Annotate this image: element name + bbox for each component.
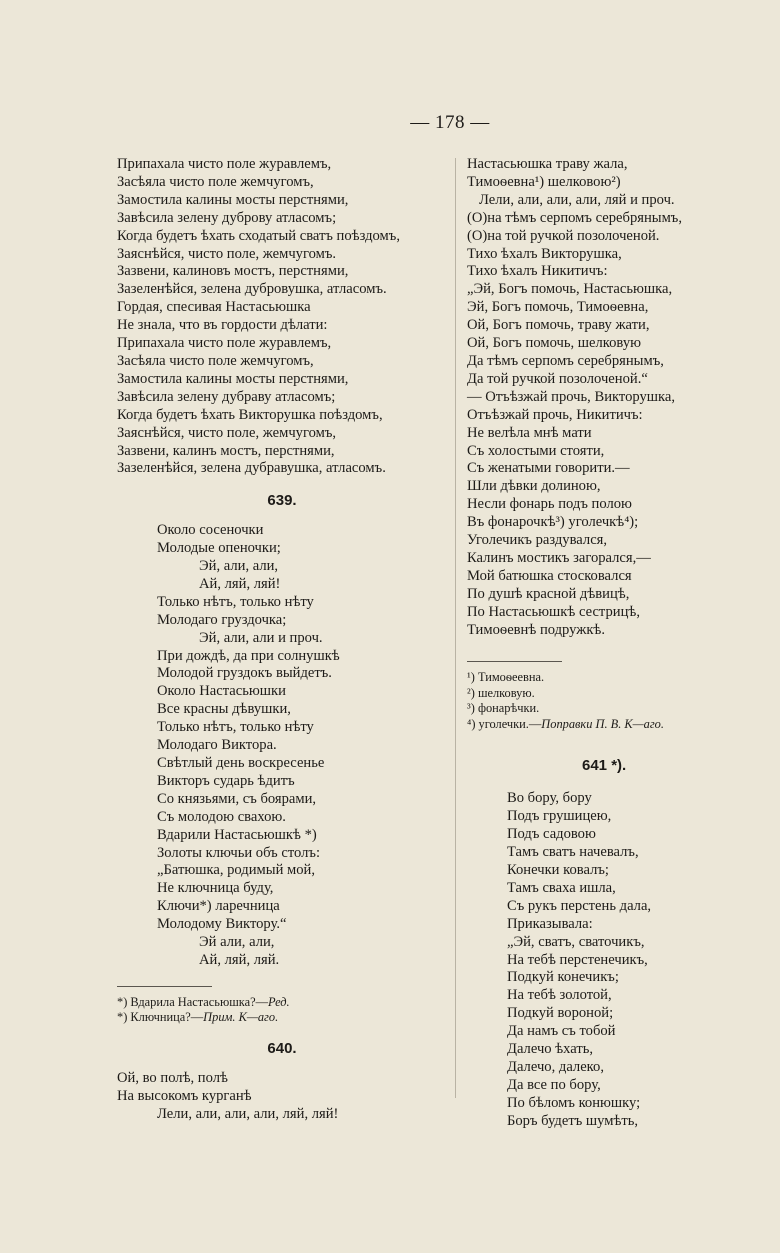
verse-line: На тебѣ перстенечикъ, bbox=[507, 951, 648, 968]
verse-line: Когда будетъ ѣхать Викторушка поѣздомъ, bbox=[117, 406, 383, 423]
verse-line: Не ключница буду, bbox=[157, 880, 274, 897]
verse-line: Съ рукъ перстень дала, bbox=[507, 897, 652, 914]
footnote-rule bbox=[117, 986, 212, 987]
left-verse-block bbox=[117, 156, 447, 478]
verse-line: Замостила калины мосты перстнями, bbox=[117, 191, 349, 208]
refrain-line: Эй, али, али, bbox=[199, 558, 279, 575]
verse-line: Несли фонарь подъ полою bbox=[467, 496, 632, 513]
footnote: ⁴) уголечки.—Поправки П. В. К—аго. bbox=[467, 716, 664, 731]
footnote: *) Вдарила Настасьюшка?—Ред. bbox=[117, 994, 290, 1009]
verse-line: Во бору, бору bbox=[507, 790, 592, 807]
page-number: — 178 — bbox=[410, 112, 490, 133]
verse-line: Когда будетъ ѣхать сходатый сватъ поѣздомъ, bbox=[117, 227, 400, 244]
verse-line: Молодаго груздочка; bbox=[157, 611, 287, 628]
refrain-line: Лели, али, али, али, ляй, ляй! bbox=[157, 1105, 339, 1122]
verse-line: Ключи*) ларечница bbox=[157, 898, 280, 915]
verse-line: По душѣ красной дѣвицѣ, bbox=[467, 585, 630, 602]
verse-line: Припахала чисто поле журавлемъ, bbox=[117, 335, 332, 352]
verse-line: Конечки ковалъ; bbox=[507, 862, 609, 878]
verse-line: — Отъѣзжай прочь, Викторушка, bbox=[467, 388, 676, 405]
verse-line: Тамъ сватъ начевалъ, bbox=[507, 844, 639, 861]
song-639 bbox=[117, 522, 447, 970]
verse-line: Да все по бору, bbox=[507, 1076, 601, 1093]
footnotes-639 bbox=[117, 995, 447, 1026]
verse-line: Подкуй конечикъ; bbox=[507, 969, 619, 986]
verse-line: „Эй, Богъ помочь, Настасьюшка, bbox=[467, 281, 673, 298]
verse-line: Отъѣзжай прочь, Никитичъ: bbox=[467, 406, 643, 423]
verse-line: Молодаго Виктора. bbox=[157, 737, 277, 754]
verse-line: По Настасьюшкѣ сестрицѣ, bbox=[467, 603, 640, 620]
verse-line: Ой, Богъ помочь, шелковую bbox=[467, 335, 642, 352]
verse-line: Зазвени, калиновъ мостъ, перстнями, bbox=[117, 263, 349, 280]
verse-line: Заяснѣйся, чисто поле, жемчугомъ. bbox=[117, 245, 337, 262]
verse-line: Шли дѣвки долиною, bbox=[467, 478, 601, 495]
right-column bbox=[467, 156, 772, 1131]
verse-line: Золоты ключьи объ столъ: bbox=[157, 844, 321, 861]
footnote: ¹) Тимоѳеевна. bbox=[467, 670, 545, 685]
verse-line: Боръ будетъ шумѣть, bbox=[507, 1112, 639, 1129]
footnotes-right bbox=[467, 670, 772, 732]
verse-line: Не знала, что въ гордости дѣлати: bbox=[117, 317, 328, 334]
verse-line: Завѣсила зелену дубраву атласомъ; bbox=[117, 388, 336, 405]
verse-line: Настасьюшка траву жала, bbox=[467, 156, 628, 172]
verse-line: При дождѣ, да при солнушкѣ bbox=[157, 647, 340, 664]
verse-line: Со князьями, съ боярами, bbox=[157, 790, 317, 807]
verse-line: Заяснѣйся, чисто поле, жемчугомъ, bbox=[117, 424, 337, 441]
verse-line: Да той ручкой позолоченой.“ bbox=[467, 370, 648, 387]
verse-line: Свѣтлый день воскресенье bbox=[157, 755, 325, 771]
verse-line: „Батюшка, родимый мой, bbox=[157, 862, 316, 879]
verse-line: Въ фонарочкѣ³) уголечкѣ⁴); bbox=[467, 514, 639, 531]
verse-line: Замостила калины мосты перстнями, bbox=[117, 370, 349, 387]
song-640 bbox=[117, 1070, 447, 1124]
verse-line: Молодому Виктору.“ bbox=[157, 916, 287, 933]
verse-line: Засѣяла чисто поле жемчугомъ, bbox=[117, 352, 314, 369]
verse-line: Припахала чисто поле журавлемъ, bbox=[117, 156, 332, 172]
verse-line: Приказывала: bbox=[507, 915, 593, 932]
verse-line: Мой батюшка стосковался bbox=[467, 567, 632, 584]
verse-line: Молодой груздокъ выйдетъ. bbox=[157, 665, 332, 682]
verse-line: Съ женатыми говорити.— bbox=[467, 460, 630, 477]
verse-line: Около сосеночки bbox=[157, 522, 264, 539]
verse-line: Тимоѳевна¹) шелковою²) bbox=[467, 173, 621, 190]
column-divider bbox=[455, 158, 456, 1098]
verse-line: Подкуй вороной; bbox=[507, 1005, 614, 1022]
song-number-639: 639. bbox=[267, 492, 297, 510]
left-column bbox=[117, 156, 447, 1124]
verse-line: Гордая, спесивая Настасьюшка bbox=[117, 299, 311, 316]
verse-line: Вдарили Настасьюшкѣ *) bbox=[157, 826, 317, 843]
verse-line: Калинъ мостикъ загорался,— bbox=[467, 549, 651, 566]
refrain-line: Лели, али, али, али, ляй и проч. bbox=[479, 191, 675, 208]
verse-line: Около Настасьюшки bbox=[157, 683, 286, 700]
verse-line: Ой, Богъ помочь, траву жати, bbox=[467, 317, 650, 334]
verse-line: Далечо ѣхать, bbox=[507, 1041, 594, 1058]
footnote: ³) фонарѣчки. bbox=[467, 701, 540, 716]
verse-line: Эй, Богъ помочь, Тимоѳевна, bbox=[467, 299, 649, 316]
refrain-line: Эй али, али, bbox=[199, 934, 275, 951]
verse-line: Только нѣтъ, только нѣту bbox=[157, 719, 314, 736]
verse-line: Подъ грушицею, bbox=[507, 808, 612, 825]
song-641 bbox=[467, 790, 772, 1130]
refrain-line: Эй, али, али и проч. bbox=[199, 629, 323, 646]
verse-line: Съ холостыми стояти, bbox=[467, 442, 605, 459]
verse-line: Подъ садовою bbox=[507, 826, 596, 843]
song-number-641: 641 *). bbox=[582, 757, 627, 775]
verse-line: Тихо ѣхалъ Викторушка, bbox=[467, 245, 622, 262]
refrain-line: Ай, ляй, ляй. bbox=[199, 951, 280, 968]
right-verse-block bbox=[467, 156, 772, 639]
verse-line: Далечо, далеко, bbox=[507, 1058, 604, 1075]
footnote: *) Ключница?—Прим. К—аго. bbox=[117, 1010, 279, 1025]
song-number-640: 640. bbox=[267, 1039, 297, 1057]
verse-line: (О)на тѣмъ серпомъ серебрянымъ, bbox=[467, 209, 683, 226]
verse-line: Уголечикъ раздувался, bbox=[467, 532, 608, 549]
verse-line: Съ молодою свахою. bbox=[157, 808, 286, 825]
verse-line: (О)на той ручкой позолоченой. bbox=[467, 227, 660, 244]
verse-line: Зазвени, калинъ мостъ, перстнями, bbox=[117, 442, 335, 459]
verse-line: По бѣломъ конюшку; bbox=[507, 1094, 641, 1111]
verse-line: Да намъ съ тобой bbox=[507, 1023, 616, 1040]
verse-line: „Эй, сватъ, сваточикъ, bbox=[507, 933, 645, 950]
footnote-rule bbox=[467, 661, 562, 662]
verse-line: Зазеленѣйся, зелена дубровушка, атласомъ. bbox=[117, 281, 387, 298]
verse-line: Завѣсила зелену дуброву атласомъ; bbox=[117, 209, 337, 226]
verse-line: Да тѣмъ серпомъ серебрянымъ, bbox=[467, 352, 664, 369]
verse-line: На тебѣ золотой, bbox=[507, 987, 612, 1004]
verse-line: Тамъ сваха ишла, bbox=[507, 879, 616, 896]
verse-line: Молодые опеночки; bbox=[157, 540, 281, 557]
verse-line: Викторъ сударь ѣдитъ bbox=[157, 772, 295, 789]
verse-line: Зазеленѣйся, зелена дубравушка, атласомъ. bbox=[117, 460, 386, 477]
verse-line: На высокомъ курганѣ bbox=[117, 1087, 252, 1104]
refrain-line: Ай, ляй, ляй! bbox=[199, 575, 281, 592]
verse-line: Не велѣла мнѣ мати bbox=[467, 424, 592, 441]
verse-line: Только нѣтъ, только нѣту bbox=[157, 593, 314, 610]
verse-line: Тимоѳевнѣ подружкѣ. bbox=[467, 621, 606, 638]
verse-line: Ой, во полѣ, полѣ bbox=[117, 1069, 228, 1086]
verse-line: Тихо ѣхалъ Никитичъ: bbox=[467, 263, 608, 280]
verse-line: Все красны дѣвушки, bbox=[157, 701, 291, 718]
footnote: ²) шелковую. bbox=[467, 685, 535, 700]
verse-line: Засѣяла чисто поле жемчугомъ, bbox=[117, 173, 314, 190]
